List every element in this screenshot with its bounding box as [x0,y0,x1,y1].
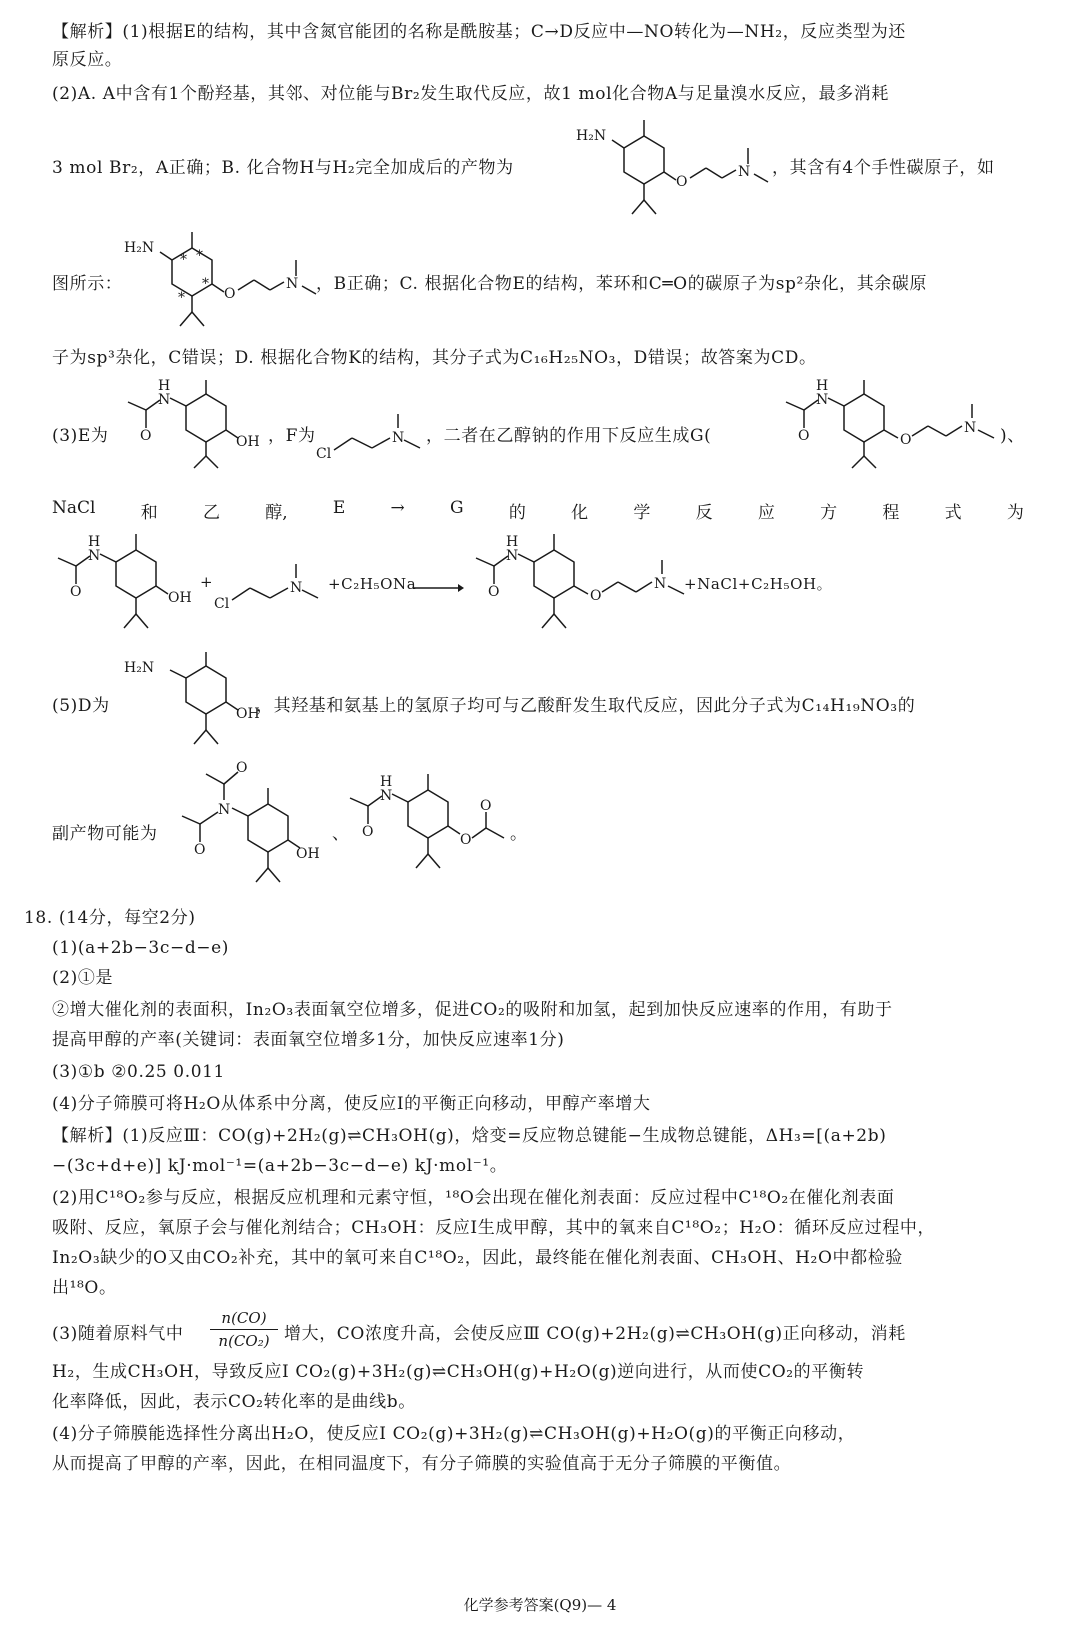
analysis-p5-d-label: (5)D为 [52,696,110,716]
o-label: O [488,584,500,600]
q18-explain-3-line2: H₂，生成CH₃OH，导致反应Ⅰ CO₂(g)+3H₂(g)⇌CH₃OH(g)+H₂O(g)逆向进行，从而使CO₂的平衡转 [52,1362,865,1382]
n-label: N [816,392,829,408]
analysis-p3-text: ，二者在乙醇钠的作用下反应生成G( [426,426,712,446]
analysis-p2-line3-right: ，B正确；C. 根据化合物E的结构，苯环和C═O的碳原子为sp²杂化，其余碳原 [316,274,928,294]
analysis-p2-line3-left: 图所示： [52,274,123,294]
nh2-label: H₂N [124,240,155,256]
n-label: N [654,576,667,592]
oh-label: OH [236,706,260,722]
q18-explain-1-line1: 【解析】(1)反应Ⅲ：CO(g)+2H₂(g)⇌CH₃OH(g)，焓变=反应物总键能−生成物总键能，ΔH₃=[(a+2b) [52,1126,887,1146]
eq-word: → [390,498,405,518]
nh2-label: H₂N [576,128,607,144]
eq-word: 化 [571,503,589,523]
eq-word: 应 [757,503,775,523]
o-label: O [480,798,492,814]
h-label: H [380,774,393,790]
o-label: O [140,428,152,444]
fraction-bar [210,1329,278,1330]
n-label: N [964,420,977,436]
analysis-p1-line1: 【解析】(1)根据E的结构，其中含氮官能团的名称是酰胺基；C→D反应中—NO转化为—NH₂，反应类型为还 [52,22,906,42]
analysis-p2-line4: 子为sp³杂化，C错误；D. 根据化合物K的结构，其分子式为C₁₆H₂₅NO₃，D错误；故答案为CD。 [52,348,817,368]
q18-answer-4: (4)分子筛膜可将H₂O从体系中分离，使反应Ⅰ的平衡正向移动，甲醇产率增大 [52,1094,651,1114]
chiral-carbon-structure [120,228,320,344]
n-label: N [286,276,299,292]
compound-g-structure [776,378,1006,474]
eq-word: 反 [695,503,713,523]
q18-explain-2-line4: 出¹⁸O。 [52,1278,117,1298]
cl-label: Cl [214,596,230,612]
ratio-fraction [206,1308,282,1351]
byproduct-2-structure [340,770,530,890]
eq-word: 学 [633,503,651,523]
o-label: O [798,428,810,444]
n-label: N [158,392,171,408]
analysis-p5-byproduct-label: 副产物可能为 [52,824,158,844]
eq-word: E [332,498,346,518]
n-label: N [290,580,303,596]
analysis-p3-close: )、 [1000,426,1025,446]
analysis-p5-text: ，其羟基和氨基上的氢原子均可与乙酸酐发生取代反应，因此分子式为C₁₄H₁₉NO₃的 [256,696,916,716]
analysis-p5-sep: 、 [332,824,350,844]
q18-answer-2-2-line1: ②增大催化剂的表面积，In₂O₃表面氧空位增多，促进CO₂的吸附和加氢，起到加快反应速率的作用，有助于 [52,1000,893,1020]
eq-word: 式 [944,503,962,523]
n-label: N [506,548,519,564]
eq-word: 的 [508,503,526,523]
oh-label: OH [236,434,260,450]
analysis-p5-end: 。 [510,824,528,844]
o-label: O [460,832,472,848]
n-label: N [88,548,101,564]
analysis-p3-e-label: (3)E为 [52,426,109,446]
o-label: O [676,174,688,190]
compound-f-structure [316,410,426,466]
q18-answer-1: (1)(a+2b−3c−d−e) [52,938,230,958]
eq-word: 程 [882,503,900,523]
analysis-p2-line2-left: 3 mol Br₂，A正确；B. 化合物H与H₂完全加成后的产物为 [52,158,514,178]
fraction-denominator: n(CO₂) [218,1332,270,1350]
analysis-p2-line1: (2)A. A中含有1个酚羟基，其邻、对位能与Br₂发生取代反应，故1 mol化合物A与足量溴水反应，最多消耗 [52,84,889,104]
q18-answer-2-1: (2)①是 [52,968,114,988]
reaction-arrow [414,582,464,594]
h-label: H [88,534,101,550]
q18-explain-2-line1: (2)用C¹⁸O₂参与反应，根据反应机理和元素守恒，¹⁸O会出现在催化剂表面：反应过程中C¹⁸O₂在催化剂表面 [52,1188,895,1208]
equation-reactant-e [48,530,198,638]
q18-answer-3: (3)①b ②0.25 0.011 [52,1062,225,1082]
q18-explain-3-line3: 化率降低，因此，表示CO₂转化率的是曲线b。 [52,1392,416,1412]
q18-answer-2-2-line2: 提高甲醇的产率(关键词：表面氧空位增多1分，加快反应速率1分) [52,1030,565,1050]
o-label: O [224,286,236,302]
oh-label: OH [296,846,320,862]
chiral-star-1: * [180,252,187,268]
n-label: N [380,788,393,804]
eq-word: 和 [140,503,158,523]
byproduct-1-structure [170,758,330,898]
cl-label: Cl [316,446,332,462]
nh2-label: H₂N [124,660,155,676]
h-label: H [506,534,519,550]
eq-word: G [450,498,464,518]
n-label: N [738,164,751,180]
o-label: O [900,432,912,448]
o-label: O [194,842,206,858]
analysis-p3-equation-line [52,498,1024,523]
analysis-p3-f-label: ，F为 [268,426,316,446]
q18-explain-4-line1: (4)分子筛膜能选择性分离出H₂O，使反应Ⅰ CO₂(g)+3H₂(g)⇌CH₃OH(g)+H₂O(g)的平衡正向移动， [52,1424,856,1444]
eq-word: 为 [1006,503,1024,523]
equation-reactant-f [214,560,324,616]
n-label: N [392,430,405,446]
oh-label: OH [168,590,192,606]
compound-d-structure [118,650,268,750]
q18-explain-4-line2: 从而提高了甲醇的产率，因此，在相同温度下，有分子筛膜的实验值高于无分子筛膜的平衡值。 [52,1454,792,1474]
q18-header: 18. (14分，每空2分) [24,908,196,928]
h-label: H [816,378,829,394]
q18-explain-1-line2: −(3c+d+e)] kJ·mol⁻¹=(a+2b−3c−d−e) kJ·mol⁻¹。 [52,1156,508,1176]
analysis-p2-line2-right: ，其含有4个手性碳原子，如 [772,158,995,178]
eq-word: 方 [820,503,838,523]
eq-word: 醇, [265,503,288,523]
eq-word: NaCl [52,498,96,518]
o-label: O [362,824,374,840]
eq-reagent: +C₂H₅ONa [328,575,417,593]
o-label: O [236,760,248,776]
o-label: O [590,588,602,604]
eq-products: +NaCl+C₂H₅OH。 [684,575,833,593]
equation-product-g [466,530,696,638]
chiral-star-3: * [202,276,209,292]
q18-explain-3-post: 增大，CO浓度升高，会使反应Ⅲ CO(g)+2H₂(g)⇌CH₃OH(g)正向移动，消耗 [284,1324,906,1344]
o-label: O [70,584,82,600]
h-label: H [158,378,171,394]
eq-word: 乙 [202,503,220,523]
chiral-star-2: * [196,248,203,264]
compound-e-structure [118,378,268,474]
analysis-p1-line2: 原反应。 [52,50,123,70]
fraction-numerator: n(CO) [221,1309,267,1327]
hydrogenated-h-structure [572,118,772,228]
eq-plus-1: + [200,573,214,591]
q18-explain-2-line3: In₂O₃缺少的O又由CO₂补充，其中的氧可来自C¹⁸O₂，因此，最终能在催化剂表面、CH₃OH、H₂O中都检验 [52,1248,903,1268]
chiral-star-4: * [178,290,185,306]
page-footer: 化学参考答案(Q9)— 4 [463,1596,617,1614]
n-label: N [218,802,231,818]
q18-explain-2-line2: 吸附、反应，氧原子会与催化剂结合；CH₃OH：反应Ⅰ生成甲醇，其中的氧来自C¹⁸O₂；H₂O：循环反应过程中， [52,1218,936,1238]
q18-explain-3-pre: (3)随着原料气中 [52,1324,184,1344]
